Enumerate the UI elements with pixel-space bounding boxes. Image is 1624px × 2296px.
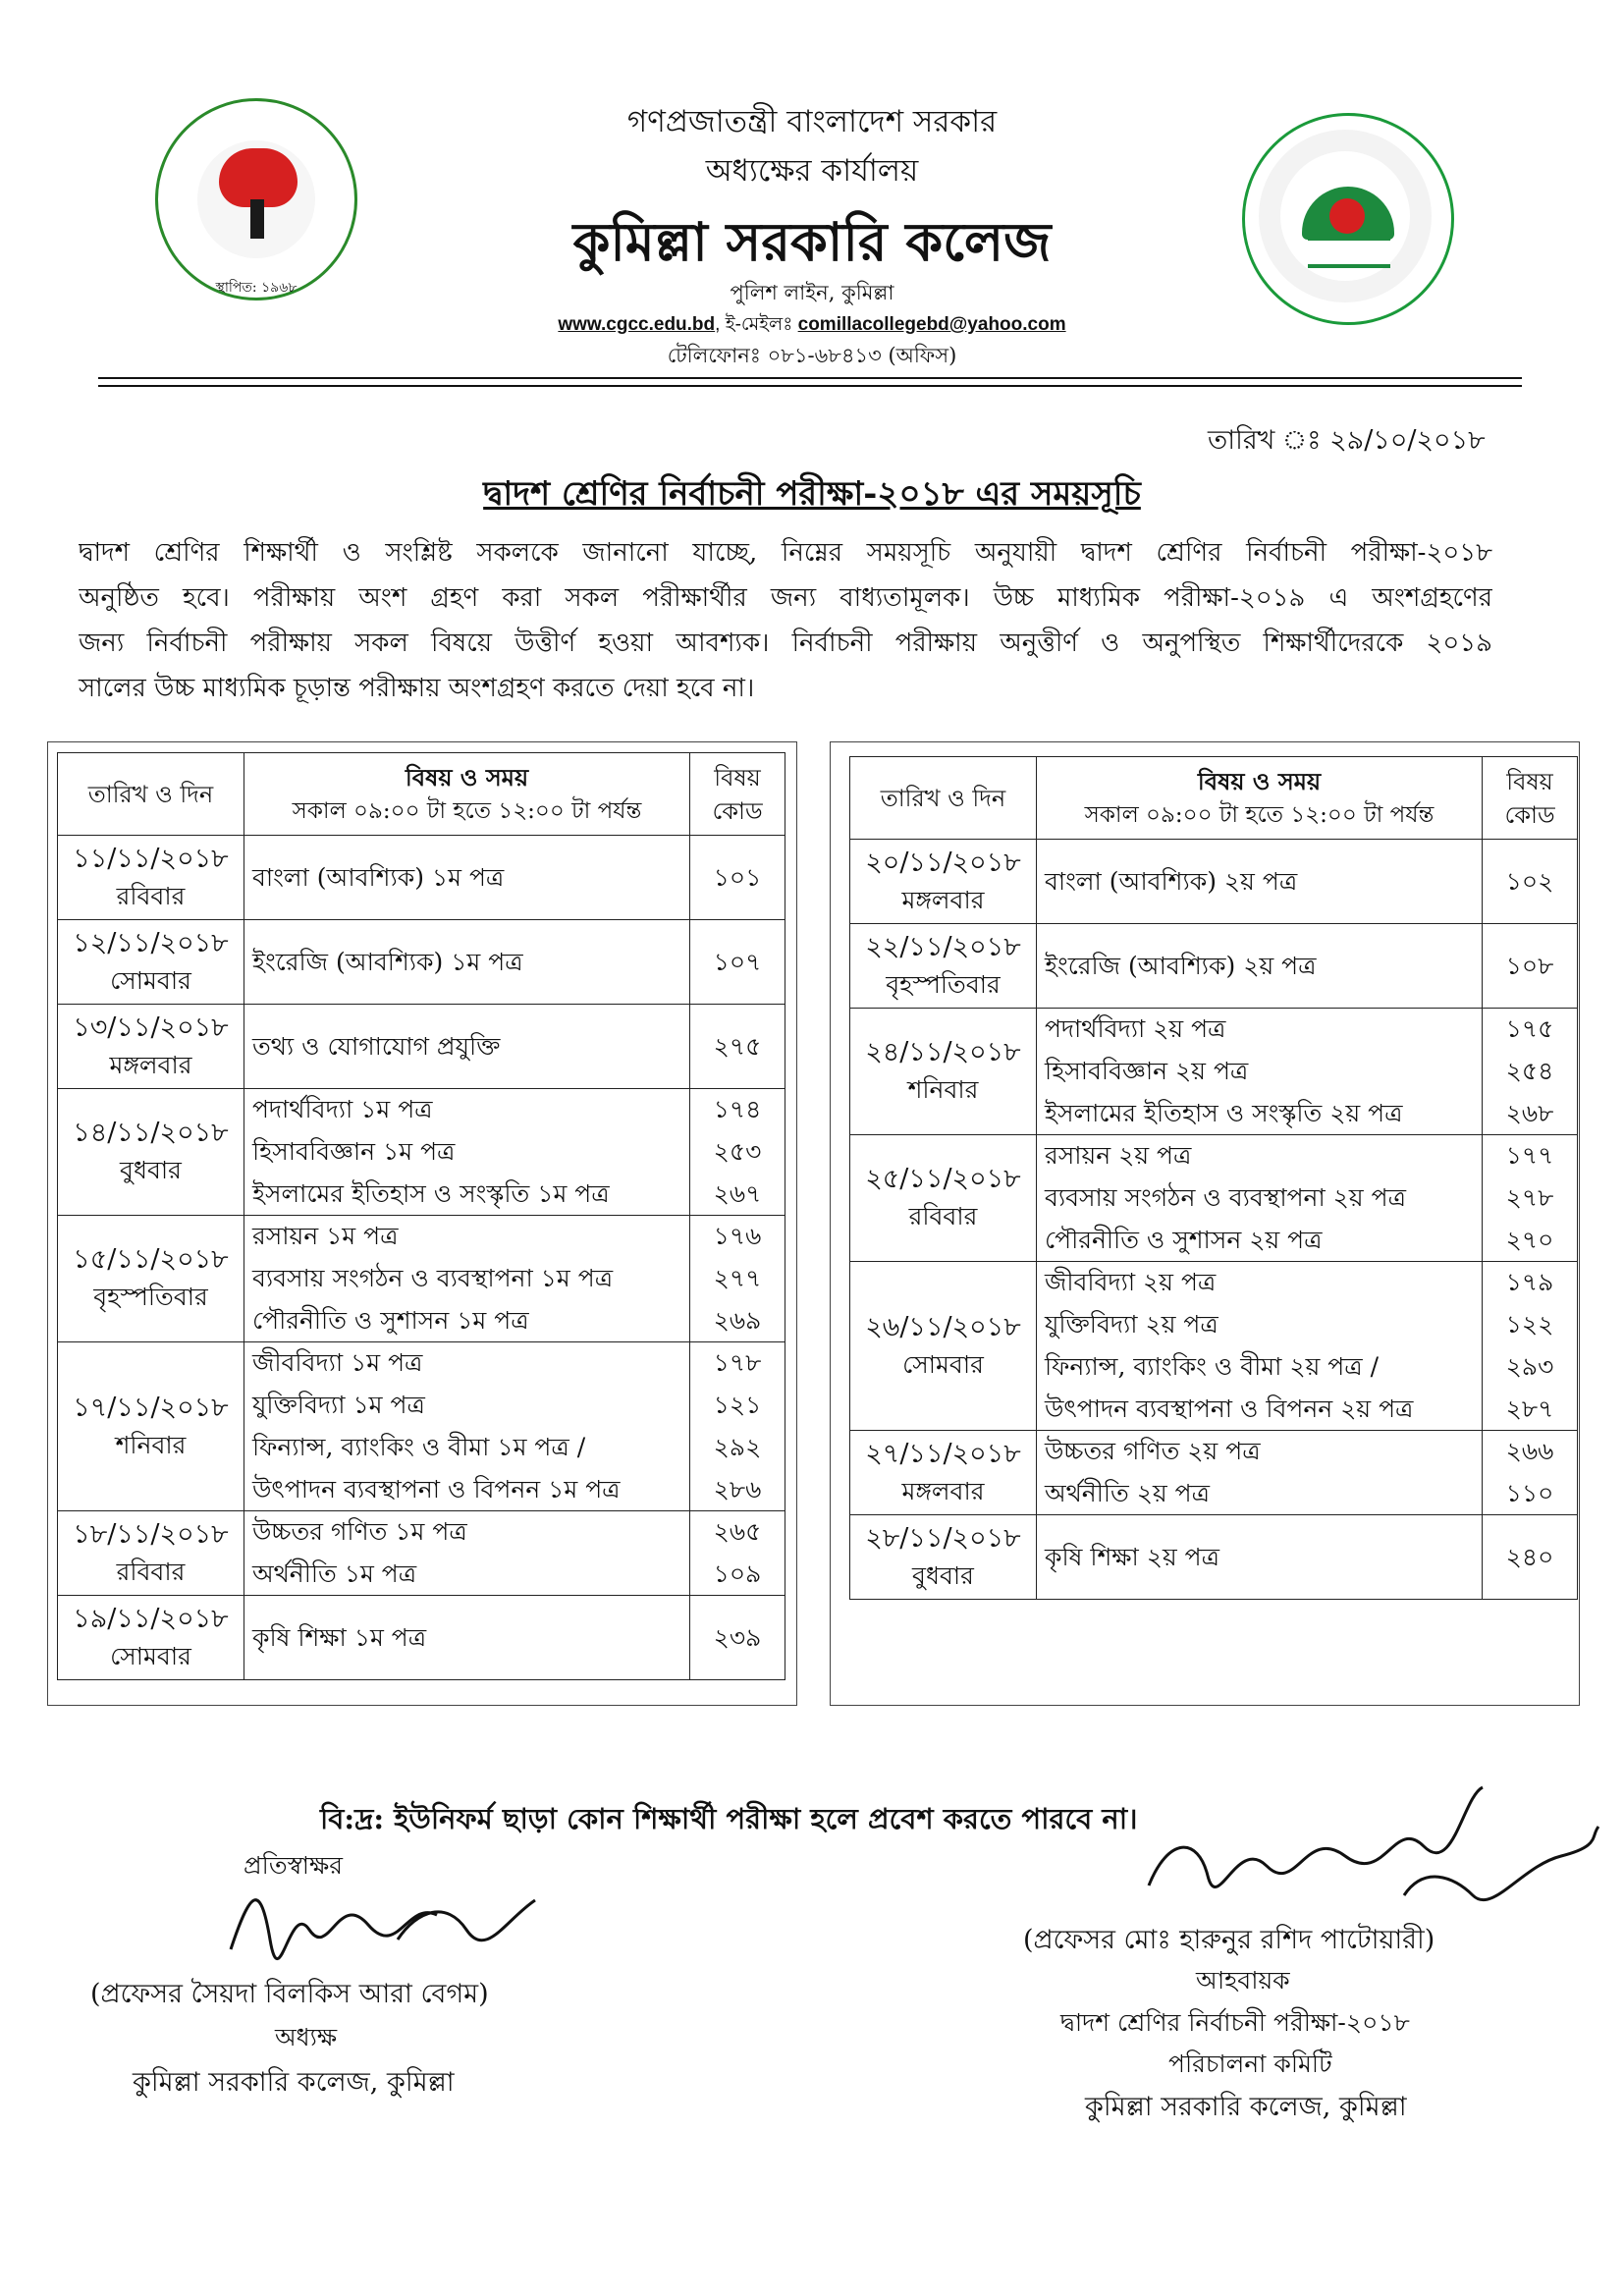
exam-date: ২২/১১/২০১৮ [865,931,1021,962]
subject-name: ব্যবসায় সংগঠন ও ব্যবস্থাপনা ১ম পত্র [244,1258,689,1300]
subject-name: রসায়ন ১ম পত্র [244,1216,689,1258]
subject-name: পদার্থবিদ্যা ১ম পত্র [244,1089,689,1131]
exam-day: মঙ্গলবার [901,885,985,914]
subject-code: ১১০ [1483,1473,1578,1515]
left-signatory-name: (প্রফেসর সৈয়দা বিলকিস আরা বেগম) [90,1979,489,2009]
exam-date: ১৪/১১/২০১৮ [73,1118,229,1148]
date-day-cell [58,1596,244,1680]
email-link[interactable]: comillacollegebd@yahoo.com [797,314,1066,335]
date-day-cell [850,1135,1037,1262]
date-day-cell [850,1262,1037,1431]
header-contact: www.cgcc.edu.bd, ই-মেইলঃ comillacollegebd@yahoo.com [558,314,1066,335]
exam-date: ১৯/১১/২০১৮ [73,1603,229,1634]
exam-day: রবিবার [116,881,186,910]
exam-day: বুধবার [912,1560,974,1590]
body-line-2: অনুষ্ঠিত হবে। পরীক্ষায় অংশ গ্রহণ করা সকল পরীক্ষার্থীর জন্য বাধ্যতামূলক। উচ্চ মাধ্যমিক পরীক্ষা-২০১৯ এ অংশগ্রহণের [79,583,1492,613]
table-row [850,1515,1578,1600]
left-signatory-org: কুমিল্লা সরকারি কলেজ, কুমিল্লা [133,2067,455,2098]
right-committee-line1: দ্বাদশ শ্রেণির নির্বাচনী পরীক্ষা-২০১৮ [1060,2008,1410,2037]
table-row [58,1216,785,1258]
header-phone: টেলিফোনঃ ০৮১-৬৮৪১৩ (অফিস) [667,344,957,367]
exam-day: রবিবার [116,1557,186,1586]
subject-code: ১২১ [690,1385,785,1427]
th-code-line2: কোড [1504,800,1555,829]
subject-name: তথ্য ও যোগাযোগ প্রযুক্তি [244,1005,689,1089]
subject-code: ২৬৬ [1483,1431,1578,1473]
subject-code: ২৬৮ [1483,1093,1578,1135]
exam-date: ২৪/১১/২০১৮ [865,1037,1021,1067]
th-code [690,753,785,836]
subject-name: অর্থনীতি ২য় পত্র [1036,1473,1482,1515]
subject-name: পৌরনীতি ও সুশাসন ১ম পত্র [244,1300,689,1342]
table-row [58,1596,785,1680]
subject-name: ইসলামের ইতিহাস ও সংস্কৃতি ২য় পত্র [1036,1093,1482,1135]
uniform-note: বি:দ্র: ইউনিফর্ম ছাড়া কোন শিক্ষার্থী পরীক্ষা হলে প্রবেশ করতে পারবে না। [320,1802,1138,1835]
table-row [850,1009,1578,1051]
table-row [58,1511,785,1554]
date-day-cell [850,924,1037,1009]
right-signatory-designation: আহবায়ক [1196,1966,1290,1995]
table-row [58,836,785,920]
header-college-name: কুমিল্লা সরকারি কলেজ [572,210,1052,273]
th-code-line1: বিষয় [1506,767,1553,795]
th-code-line2: কোড [712,796,763,825]
subject-code: ১৭৪ [690,1089,785,1131]
website-link[interactable]: www.cgcc.edu.bd [558,314,716,335]
subject-code: ২৬৯ [690,1300,785,1342]
exam-day: বৃহস্পতিবার [886,969,1001,999]
subject-name: উৎপাদন ব্যবস্থাপনা ও বিপনন ১ম পত্র [244,1469,689,1511]
date-day-cell [58,1089,244,1216]
exam-date: ২৬/১১/২০১৮ [865,1311,1021,1342]
subject-name: বাংলা (আবশ্যিক) ১ম পত্র [244,836,689,920]
table-row [850,1262,1578,1304]
notice-body [79,530,1492,711]
subject-code: ১০২ [1483,840,1578,924]
subject-code: ২৬৫ [690,1511,785,1554]
subject-name: হিসাববিজ্ঞান ২য় পত্র [1036,1051,1482,1093]
subject-code: ২৭৭ [690,1258,785,1300]
exam-day: বুধবার [120,1156,182,1184]
subject-name: যুক্তিবিদ্যা ১ম পত্র [244,1385,689,1427]
subject-code: ১৭৯ [1483,1262,1578,1304]
exam-date: ২৭/১১/২০১৮ [865,1438,1021,1469]
subject-name: পৌরনীতি ও সুশাসন ২য় পত্র [1036,1220,1482,1262]
subject-name: কৃষি শিক্ষা ২য় পত্র [1036,1515,1482,1600]
notice-date: তারিখ ঃ ২৯/১০/২০১৮ [1208,425,1486,456]
right-signatory-name: (প্রফেসর মোঃ হারুনুর রশিদ পাটোয়ারী) [1023,1925,1435,1955]
table-row [58,920,785,1005]
table-row [850,840,1578,924]
table-row [850,924,1578,1009]
exam-day: মঙ্গলবার [901,1476,985,1505]
subject-name: হিসাববিজ্ঞান ১ম পত্র [244,1131,689,1174]
date-day-cell [58,1005,244,1089]
subject-name: কৃষি শিক্ষা ১ম পত্র [244,1596,689,1680]
table-row [850,1135,1578,1177]
header-govt: গণপ্রজাতন্ত্রী বাংলাদেশ সরকার [626,104,998,139]
exam-day: সোমবার [110,965,191,995]
subject-name: যুক্তিবিদ্যা ২য় পত্র [1036,1304,1482,1346]
subject-code: ২৮৬ [690,1469,785,1511]
header-rule-top [98,377,1522,379]
subject-name: ব্যবসায় সংগঠন ও ব্যবস্থাপনা ২য় পত্র [1036,1177,1482,1220]
th-code [1483,757,1578,840]
th-subject-label: বিষয় ও সময় [1197,766,1322,795]
th-date-day: তারিখ ও দিন [58,753,244,836]
subject-code: ২৭০ [1483,1220,1578,1262]
th-subject-time [244,753,689,836]
subject-code: ২৭৫ [690,1005,785,1089]
exam-date: ২৫/১১/২০১৮ [865,1164,1021,1194]
exam-day: মঙ্গলবার [109,1050,192,1079]
right-signatory-org: কুমিল্লা সরকারি কলেজ, কুমিল্লা [1085,2092,1407,2122]
date-day-cell [850,1431,1037,1515]
table-row [58,1005,785,1089]
notice-title-wrap [0,468,1624,524]
subject-name: ইংরেজি (আবশ্যিক) ২য় পত্র [1036,924,1482,1009]
th-time-range: সকাল ০৯:০০ টা হতে ১২:০০ টা পর্যন্ত [292,797,642,824]
exam-date: ১৩/১১/২০১৮ [73,1011,229,1043]
exam-day: সোমবার [902,1349,984,1379]
left-schedule-table [57,752,785,1680]
notice-title: দ্বাদশ শ্রেণির নির্বাচনী পরীক্ষা-২০১৮ এর সময়সূচি [483,474,1141,514]
table-row [850,1431,1578,1473]
subject-code: ২৩৯ [690,1596,785,1680]
exam-date: ১৭/১১/২০১৮ [73,1392,229,1423]
table-row [58,1089,785,1131]
subject-name: ইংরেজি (আবশ্যিক) ১ম পত্র [244,920,689,1005]
subject-code: ১২২ [1483,1304,1578,1346]
th-subject-time [1036,757,1482,840]
exam-date: ১৫/১১/২০১৮ [73,1244,229,1275]
th-time-range: সকাল ০৯:০০ টা হতে ১২:০০ টা পর্যন্ত [1084,801,1435,828]
signature-left [221,1871,555,1979]
subject-name: রসায়ন ২য় পত্র [1036,1135,1482,1177]
subject-code: ২৪০ [1483,1515,1578,1600]
exam-day: বৃহস্পতিবার [93,1283,208,1311]
th-code-line1: বিষয় [714,763,761,792]
subject-name: উচ্চতর গণিত ২য় পত্র [1036,1431,1482,1473]
subject-code: ২৫৪ [1483,1051,1578,1093]
subject-name: জীববিদ্যা ১ম পত্র [244,1342,689,1385]
subject-code: ১০৭ [690,920,785,1005]
signature-right [1129,1777,1600,1925]
subject-code: ১৭৮ [690,1342,785,1385]
date-day-cell [58,1342,244,1511]
countersign-label: প্রতিস্বাক্ষর [244,1851,344,1880]
body-line-4: সালের উচ্চ মাধ্যমিক চূড়ান্ত পরীক্ষায় অংশগ্রহণ করতে দেয়া হবে না। [79,674,755,703]
subject-name: বাংলা (আবশ্যিক) ২য় পত্র [1036,840,1482,924]
header-address: পুলিশ লাইন, কুমিল্লা [730,281,894,304]
th-subject-label: বিষয় ও সময় [405,762,529,792]
header-rule-bottom [98,385,1522,387]
email-label: ই-মেইলঃ [725,314,793,335]
subject-code: ১৭৭ [1483,1135,1578,1177]
exam-date: ১৮/১১/২০১৮ [73,1518,229,1550]
date-day-cell [850,1009,1037,1135]
date-day-cell [850,1515,1037,1600]
subject-code: ১৭৫ [1483,1009,1578,1051]
table-row [58,1342,785,1385]
right-schedule-table [849,756,1578,1600]
subject-name: জীববিদ্যা ২য় পত্র [1036,1262,1482,1304]
exam-day: সোমবার [110,1641,191,1670]
header-office: অধ্যক্ষের কার্যালয় [705,153,919,189]
exam-date: ২৮/১১/২০১৮ [865,1522,1021,1554]
date-day-cell [58,920,244,1005]
subject-code: ২৮৭ [1483,1389,1578,1431]
subject-name: অর্থনীতি ১ম পত্র [244,1554,689,1596]
date-day-cell [58,1216,244,1342]
subject-code: ১০১ [690,836,785,920]
subject-code: ১০৮ [1483,924,1578,1009]
subject-code: ১০৯ [690,1554,785,1596]
exam-day: শনিবার [907,1075,979,1104]
subject-name: ফিন্যান্স, ব্যাংকিং ও বীমা ২য় পত্র / [1036,1346,1482,1389]
subject-name: উচ্চতর গণিত ১ম পত্র [244,1511,689,1554]
subject-code: ২৯২ [690,1427,785,1469]
subject-name: ফিন্যান্স, ব্যাংকিং ও বীমা ১ম পত্র / [244,1427,689,1469]
exam-day: শনিবার [115,1430,187,1459]
logo-estd-label: স্থাপিত: ১৯৬৮ [215,280,298,296]
exam-date: ১২/১১/২০১৮ [73,927,229,958]
body-line-1: দ্বাদশ শ্রেণির শিক্ষার্থী ও সংশ্লিষ্ট সকলকে জানানো যাচ্ছে, নিম্নের সময়সূচি অনুযায়ী দ্বাদশ শ্রেণির নির্বাচনী পরীক্ষা-২০১৮ [79,538,1492,568]
date-day-cell [58,1511,244,1596]
subject-code: ১৭৬ [690,1216,785,1258]
date-day-cell [58,836,244,920]
left-signatory-designation: অধ্যক্ষ [275,2023,338,2051]
subject-code: ২৯৩ [1483,1346,1578,1389]
exam-date: ২০/১১/২০১৮ [865,847,1021,878]
body-line-3: জন্য নির্বাচনী পরীক্ষায় সকল বিষয়ে উত্তীর্ণ হওয়া আবশ্যক। নির্বাচনী পরীক্ষায় অনুত্তীর্ণ ও অনুপস্থিত শিক্ষার্থীদেরকে ২০১৯ [79,629,1492,658]
subject-name: উৎপাদন ব্যবস্থাপনা ও বিপনন ২য় পত্র [1036,1389,1482,1431]
exam-date: ১১/১১/২০১৮ [73,843,229,874]
subject-name: পদার্থবিদ্যা ২য় পত্র [1036,1009,1482,1051]
right-committee-line2: পরিচালনা কমিটি [1168,2050,1332,2078]
subject-name: ইসলামের ইতিহাস ও সংস্কৃতি ১ম পত্র [244,1174,689,1216]
th-date-day: তারিখ ও দিন [850,757,1037,840]
date-day-cell [850,840,1037,924]
exam-day: রবিবার [908,1202,978,1230]
subject-code: ২৫৩ [690,1131,785,1174]
subject-code: ২৭৮ [1483,1177,1578,1220]
subject-code: ২৬৭ [690,1174,785,1216]
